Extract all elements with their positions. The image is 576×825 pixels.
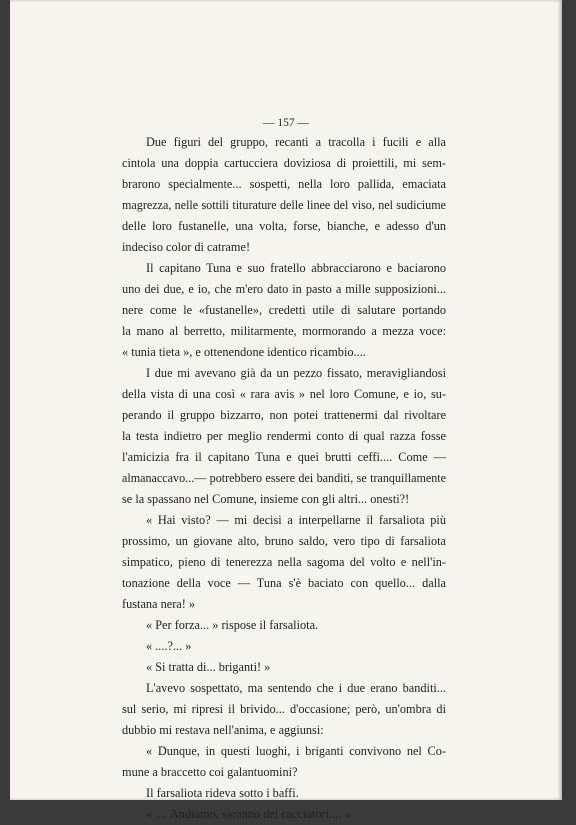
- text-line: l'amicizia fra il capitano Tuna e quei brutti ceffi.... Come —: [122, 450, 446, 464]
- text-line: « Dunque, in questi luoghi, i briganti convivono nel Co-: [146, 744, 446, 758]
- text-line: « tunia tieta », e ottenendone identico ricambio....: [122, 345, 366, 359]
- text-line: « ....?... »: [146, 639, 192, 653]
- text-line: I due mi avevano già da un pezzo fissato, meravigliandosi: [146, 366, 446, 380]
- text-line: perando il gruppo bizzarro, non potei trattenermi dal rivoltare: [122, 408, 446, 422]
- text-line: « Hai visto? — mi decisi a interpellarne il farsaliota più: [146, 513, 446, 527]
- text-line: la testa indietro per meglio rendermi conto di qual razza fosse: [122, 429, 446, 443]
- text-line: dubbio mi restava nell'anima, e aggiunsi:: [122, 723, 324, 737]
- text-line: tonazione della voce — Tuna s'è baciato con quello... dalla: [122, 576, 446, 590]
- text-line: fustana nera! »: [122, 597, 196, 611]
- text-line: « .... Andiamo, saranno dei cacciatori.... »: [146, 807, 351, 821]
- book-page: [10, 0, 562, 821]
- text-line: almanaccavo...— potrebbero essere dei banditi, se tranquillamente: [122, 471, 446, 485]
- body-text: [122, 132, 446, 825]
- text-line: della vista di una così « rara avis » nel loro Comune, e io, su-: [122, 387, 446, 401]
- text-line: brarono specialmente... sospetti, nella loro pallida, emaciata: [122, 177, 446, 191]
- text-line: L'avevo sospettato, ma sentendo che i due erano banditi...: [146, 681, 446, 695]
- text-line: Il capitano Tuna e suo fratello abbracciarono e baciarono: [146, 261, 446, 275]
- text-line: « Per forza... » rispose il farsaliota.: [146, 618, 319, 632]
- text-line: se la spassano nel Comune, insieme con gli altri... onesti?!: [122, 492, 410, 506]
- text-line: mune a braccetto coi galantuomini?: [122, 765, 298, 779]
- text-line: prossimo, un giovane alto, bruno saldo, vero tipo di farsaliota: [122, 534, 446, 548]
- text-line: magrezza, nelle sottili titurature delle linee del viso, nel sudiciume: [122, 198, 446, 212]
- text-line: delle loro fustanelle, una volta, forse, bianche, e adesso d'un: [122, 219, 446, 233]
- text-line: sul serio, mi ripresi il brivido... d'occasione; però, un'ombra di: [122, 702, 446, 716]
- text-line: « Si tratta di... briganti! »: [146, 660, 271, 674]
- text-line: la mano al berretto, militarmente, mormorando a mezza voce:: [122, 324, 446, 338]
- text-line: cintola una doppia cartucciera doviziosa di proiettili, mi sem-: [122, 156, 446, 170]
- text-line: indeciso color di catrame!: [122, 240, 251, 254]
- text-line: uno dei due, e io, che m'ero dato in pasto a mille supposizioni...: [122, 282, 446, 296]
- text-line: Il farsaliota rideva sotto i baffi.: [146, 786, 299, 800]
- text-line: Due figuri del gruppo, recanti a tracolla i fucili e alla: [146, 135, 446, 149]
- text-line: simpatico, pieno di tenerezza nella sagoma del volto e nell'in-: [122, 555, 446, 569]
- page-number: — 157 —: [263, 117, 309, 129]
- text-line: nere come le «fustanelle», credetti utile di salutare portando: [122, 303, 446, 317]
